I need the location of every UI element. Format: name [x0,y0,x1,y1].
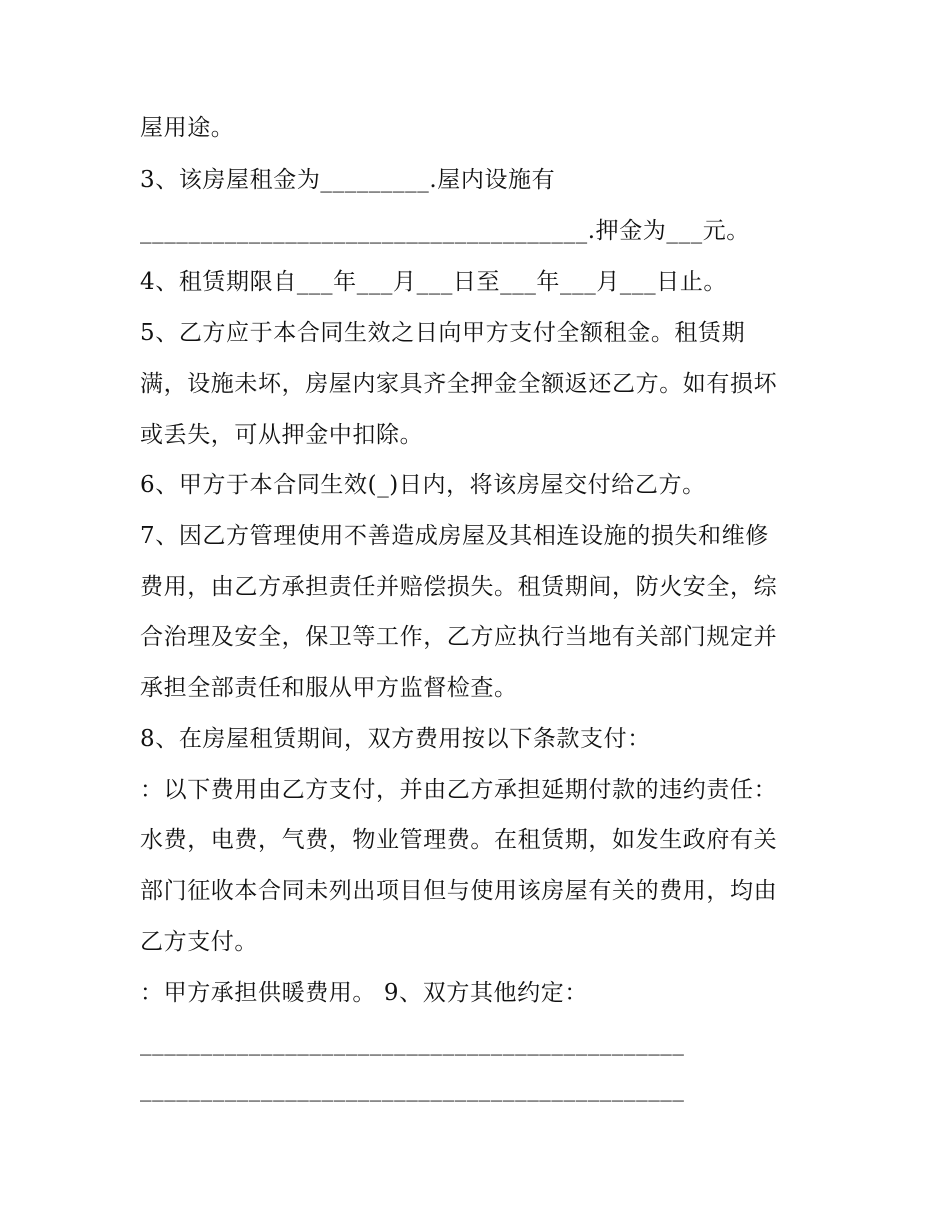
text-line: 5、乙方应于本合同生效之日向甲方支付全额租金。租赁期 [140,320,746,346]
text-line: 部门征收本合同未列出项目但与使用该房屋有关的费用，均由 [140,878,778,904]
blank-line: _____________________________________________ [140,1076,685,1102]
text-line: 屋用途。 [140,115,235,141]
text-line: 3、该房屋租金为_________.屋内设施有 [140,167,556,193]
text-line: 8、在房屋租赁期间，双方费用按以下条款支付： [140,726,651,752]
text-line: 承担全部责任和服从甲方监督检查。 [140,675,518,701]
text-line: _____________________________________.押金为___元。 [140,218,750,244]
text-line: 乙方支付。 [140,929,258,955]
text-line: 6、甲方于本合同生效(_)日内，将该房屋交付给乙方。 [140,472,706,498]
text-line: 或丢失，可从押金中扣除。 [140,422,424,448]
text-line: 费用，由乙方承担责任并赔偿损失。租赁期间，防火安全，综 [140,574,778,600]
text-line: ：甲方承担供暖费用。 9、双方其他约定： [140,980,588,1006]
text-line: 水费，电费，气费，物业管理费。在租赁期，如发生政府有关 [140,827,778,853]
text-line: 4、租赁期限自___年___月___日至___年___月___日止。 [140,269,728,295]
blank-line: _____________________________________________ [140,1030,685,1056]
text-line: 7、因乙方管理使用不善造成房屋及其相连设施的损失和维修 [140,523,769,549]
text-line: 满，设施未坏，房屋内家具齐全押金全额返还乙方。如有损坏 [140,371,778,397]
text-line: 合治理及安全，保卫等工作，乙方应执行当地有关部门规定并 [140,624,778,650]
text-line: ：以下费用由乙方支付，并由乙方承担延期付款的违约责任： [140,777,778,803]
